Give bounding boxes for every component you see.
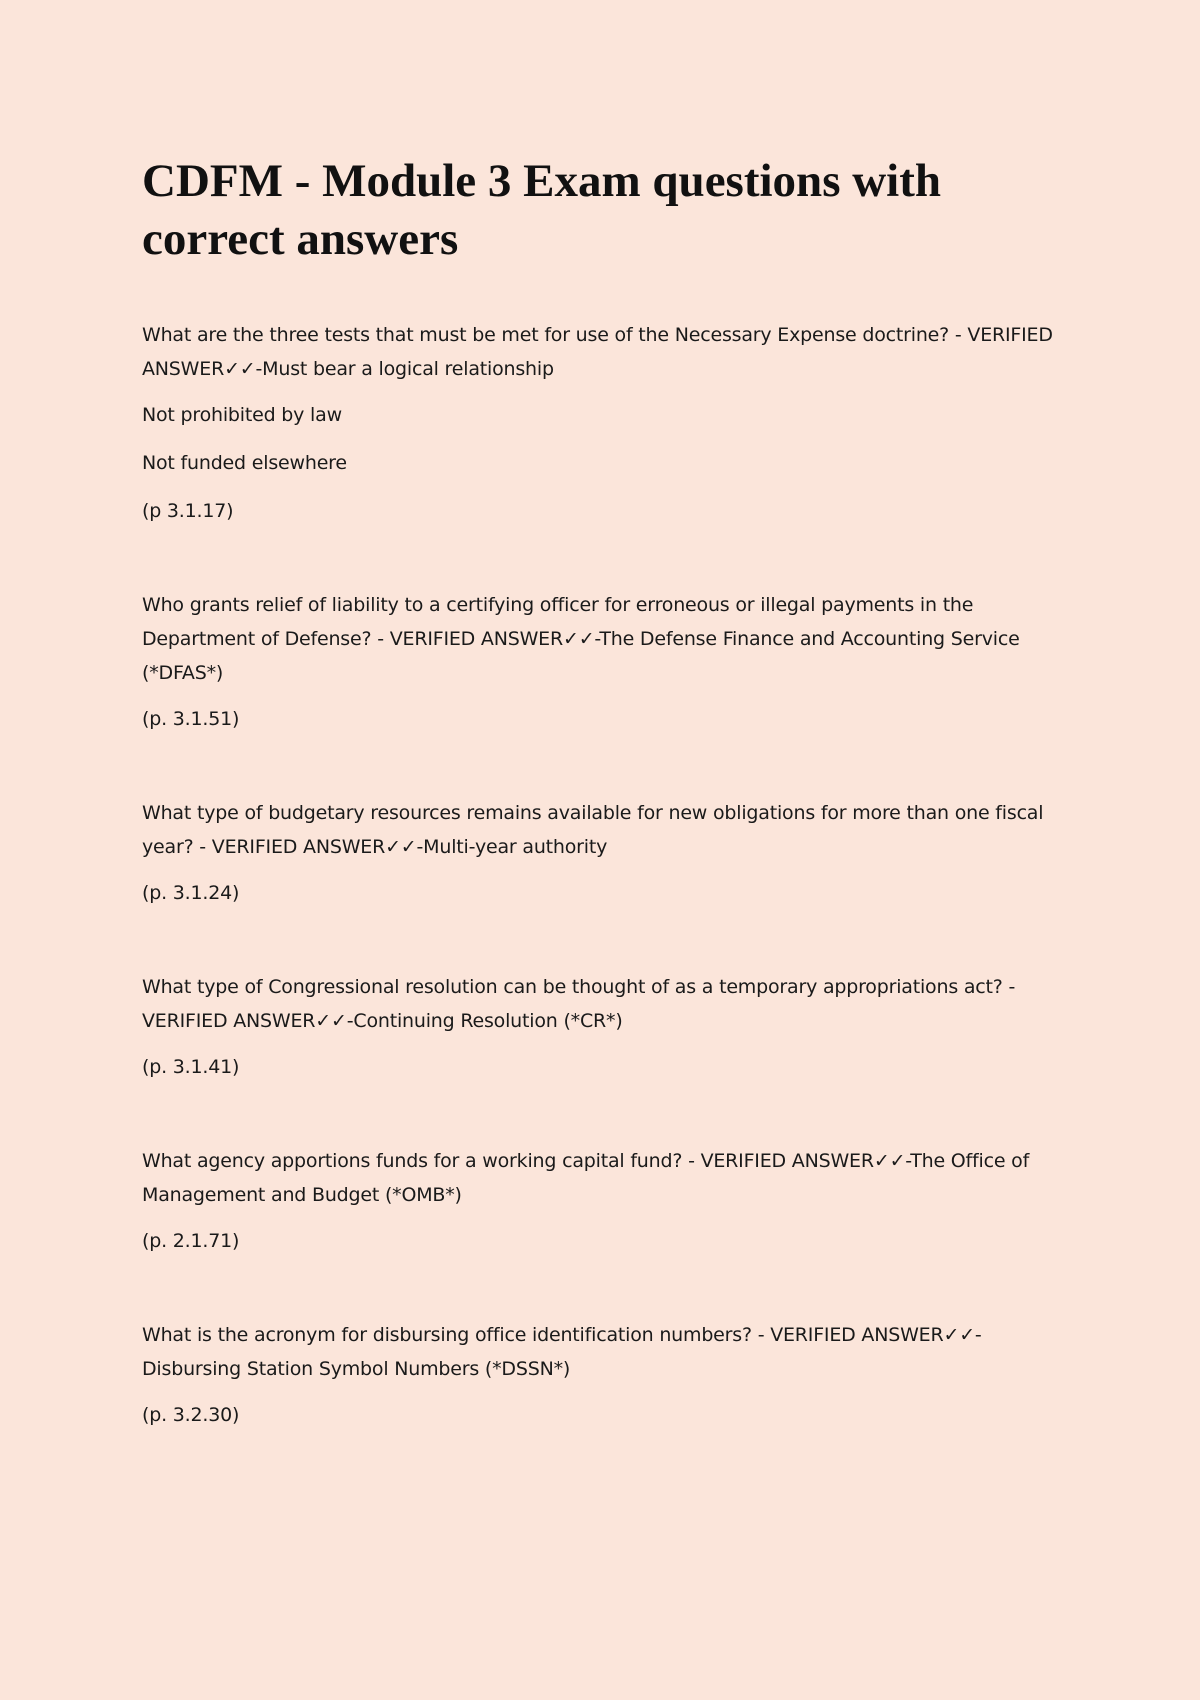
qa-item-2 bbox=[142, 588, 1062, 736]
section-spacer bbox=[142, 1258, 1062, 1318]
section-spacer bbox=[142, 910, 1062, 970]
question-answer-text: What type of budgetary resources remains available for new obligations for more than one fiscal year? - VERIFIED ANSWER✓✓-Multi-year authority bbox=[142, 802, 1044, 858]
question-answer-text: What type of Congressional resolution can be thought of as a temporary appropriations act? - VERIFIED ANSWER✓✓-Continuing Resolution (*CR*) bbox=[142, 976, 1016, 1032]
page-reference: (p 3.1.17) bbox=[142, 500, 234, 522]
section-spacer bbox=[142, 736, 1062, 796]
qa-item-6 bbox=[142, 1318, 1062, 1432]
page-reference: (p. 3.1.51) bbox=[142, 708, 240, 730]
question-answer-text: Who grants relief of liability to a certifying officer for erroneous or illegal payments in the Department of Defense? - VERIFIED ANSWER✓✓-The Defense Finance and Accounting Service (*DFAS*) bbox=[142, 594, 1020, 684]
question-answer-text: What is the acronym for disbursing office identification numbers? - VERIFIED ANSWER✓✓-Disbursing Station Symbol Numbers (*DSSN*) bbox=[142, 1324, 982, 1380]
document-title: CDFM - Module 3 Exam questions with correct answers bbox=[142, 155, 942, 265]
question-answer-text: What agency apportions funds for a working capital fund? - VERIFIED ANSWER✓✓-The Office of Management and Budget (*OMB*) bbox=[142, 1150, 1030, 1206]
qa-item-4 bbox=[142, 970, 1062, 1084]
answer-extra-line: Not funded elsewhere bbox=[142, 452, 347, 474]
section-spacer bbox=[142, 1084, 1062, 1144]
qa-item-5 bbox=[142, 1144, 1062, 1258]
page-reference: (p. 3.2.30) bbox=[142, 1404, 240, 1426]
answer-extra-line: Not prohibited by law bbox=[142, 404, 342, 426]
qa-item-3 bbox=[142, 796, 1062, 910]
document-page bbox=[142, 152, 1062, 1432]
section-spacer bbox=[142, 528, 1062, 588]
question-answer-text: What are the three tests that must be met for use of the Necessary Expense doctrine? - VERIFIED ANSWER✓✓-Must bear a logical relationship bbox=[142, 324, 1053, 380]
qa-item-1 bbox=[142, 318, 1062, 528]
page-reference: (p. 3.1.24) bbox=[142, 882, 240, 904]
page-reference: (p. 3.1.41) bbox=[142, 1056, 240, 1078]
page-reference: (p. 2.1.71) bbox=[142, 1230, 240, 1252]
